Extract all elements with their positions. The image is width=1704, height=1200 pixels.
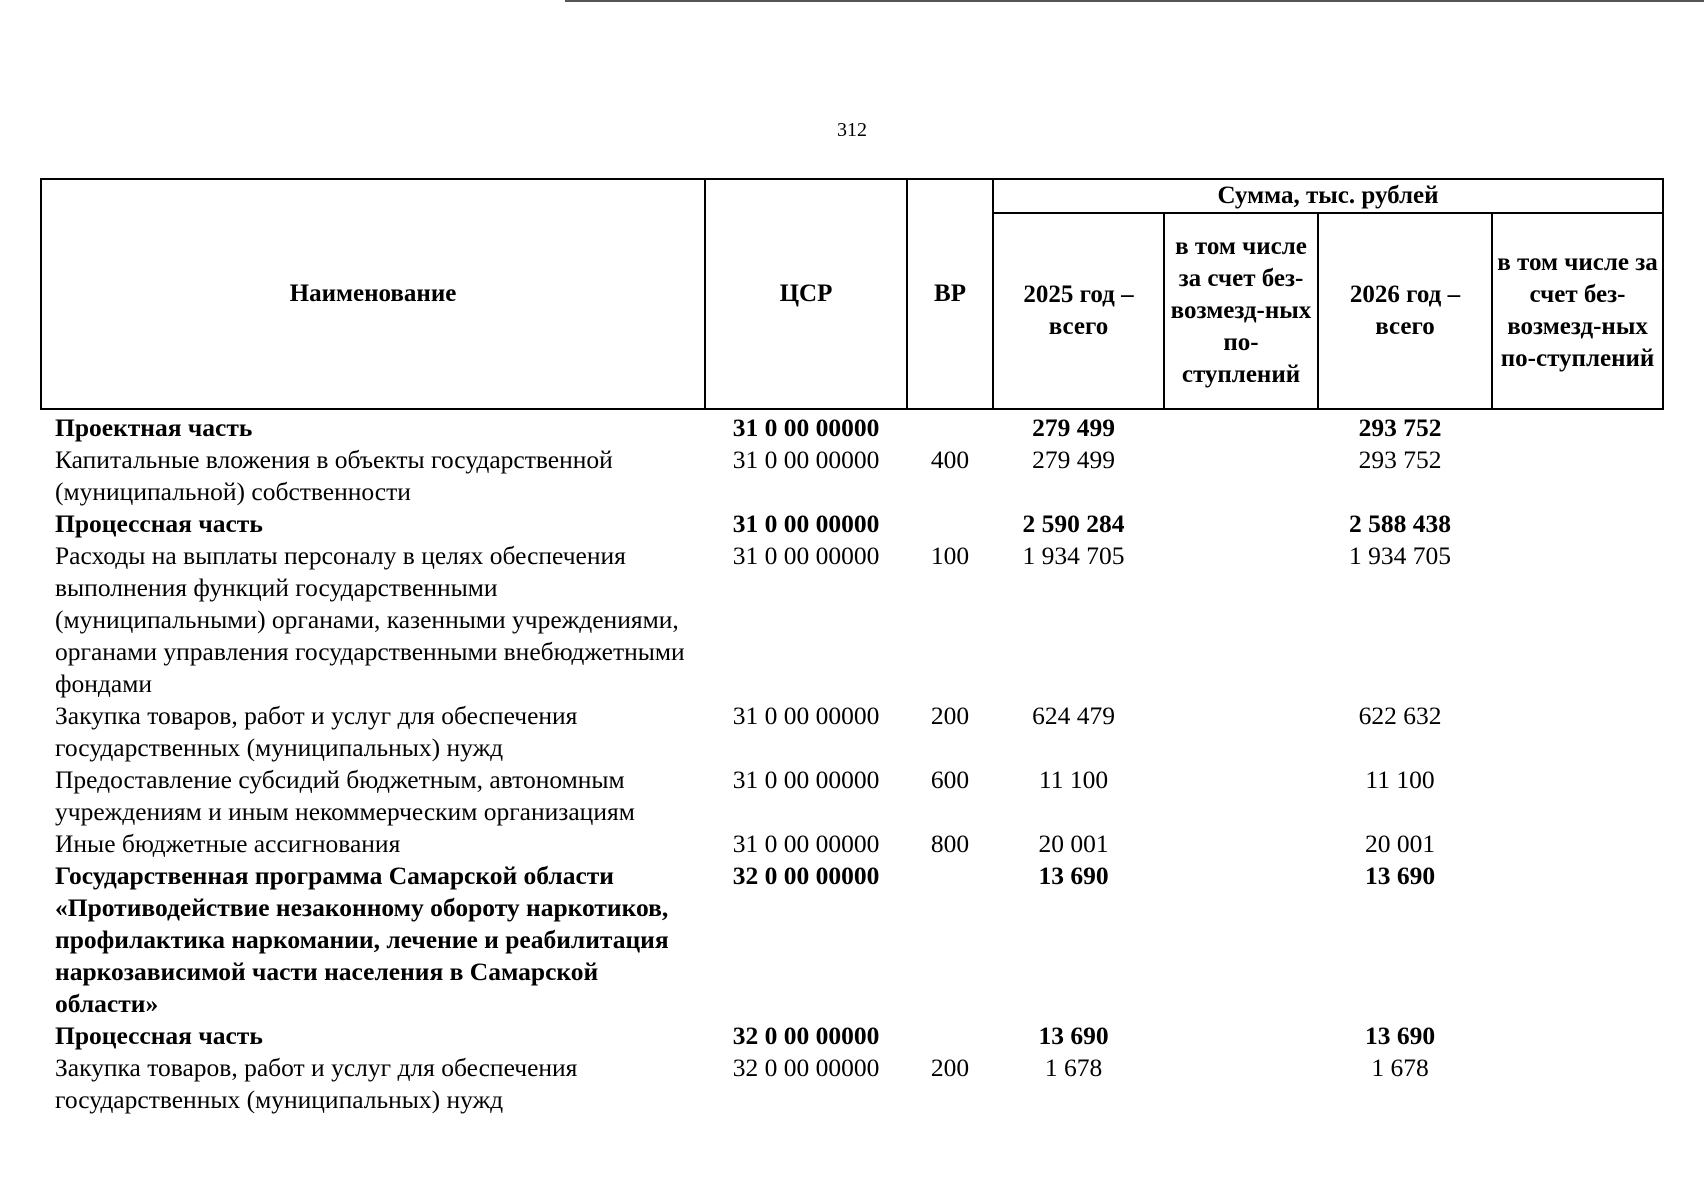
row-csr: 32 0 00 00000 xyxy=(732,861,880,890)
row-name: Капитальные вложения в объекты государственной (муниципальной) собственности xyxy=(55,445,613,506)
table-row xyxy=(41,540,1663,700)
row-name: Закупка товаров, работ и услуг для обеспечения государственных (муниципальных) нужд xyxy=(55,701,578,762)
row-2026-total: 11 100 xyxy=(1365,765,1435,794)
table-row xyxy=(41,860,1663,1020)
row-2026-grant xyxy=(1492,540,1663,700)
row-csr: 31 0 00 00000 xyxy=(732,541,880,570)
row-csr: 31 0 00 00000 xyxy=(732,509,880,538)
table-row xyxy=(41,764,1663,828)
row-csr: 31 0 00 00000 xyxy=(732,701,880,730)
row-2026-grant xyxy=(1492,508,1663,540)
row-name: Государственная программа Самарской области «Противодействие незаконному обороту наркотиков, профилактика наркомании, лечение и реабилитация наркозависимой части населения в Самарской области» xyxy=(55,861,669,1018)
table-row xyxy=(41,508,1663,540)
table-row xyxy=(41,409,1663,444)
row-name: Процессная часть xyxy=(55,1021,263,1050)
table-row xyxy=(41,828,1663,860)
row-2025-grant xyxy=(1164,860,1318,1020)
row-2025-total: 1 678 xyxy=(1044,1053,1103,1082)
row-name: Процессная часть xyxy=(55,509,263,538)
row-2025-total: 279 499 xyxy=(1032,413,1115,442)
row-2026-total: 293 752 xyxy=(1358,413,1442,442)
row-2026-grant xyxy=(1492,828,1663,860)
row-2026-grant xyxy=(1492,764,1663,828)
row-csr: 32 0 00 00000 xyxy=(732,1053,880,1082)
row-2025-grant xyxy=(1164,828,1318,860)
row-2025-total: 2 590 284 xyxy=(1022,509,1125,538)
row-csr: 31 0 00 00000 xyxy=(732,765,880,794)
row-name: Предоставление субсидий бюджетным, автономным учреждениям и иным некоммерческим организациям xyxy=(55,765,635,826)
row-name: Закупка товаров, работ и услуг для обеспечения государственных (муниципальных) нужд xyxy=(55,1053,578,1114)
row-2025-grant xyxy=(1164,764,1318,828)
budget-table xyxy=(40,178,1664,1116)
page-top-border xyxy=(565,0,1704,2)
row-2026-total: 1 934 705 xyxy=(1349,541,1451,570)
row-vr: 100 xyxy=(930,541,970,570)
row-2025-total: 1 934 705 xyxy=(1022,541,1125,570)
row-2026-total: 20 001 xyxy=(1364,829,1436,858)
row-2026-grant xyxy=(1492,700,1663,764)
row-2026-total: 622 632 xyxy=(1358,701,1442,730)
row-name: Проектная часть xyxy=(55,413,253,442)
budget-table-wrapper xyxy=(40,178,1662,1116)
row-2025-total: 13 690 xyxy=(1038,861,1109,890)
row-2026-total: 1 678 xyxy=(1371,1053,1429,1082)
row-vr xyxy=(907,1020,993,1052)
row-vr: 200 xyxy=(930,701,970,730)
table-row xyxy=(41,1020,1663,1052)
table-body xyxy=(41,409,1663,1116)
header-2026-total: 2026 год – всего xyxy=(1318,213,1492,409)
row-2026-total: 293 752 xyxy=(1358,445,1442,474)
header-2026-grant: в том числе за счет без-возмезд-ных по-ступлений xyxy=(1492,213,1663,409)
row-2025-total: 624 479 xyxy=(1032,701,1115,730)
row-2026-total: 13 690 xyxy=(1364,1021,1436,1050)
header-csr: ЦСР xyxy=(705,179,907,409)
row-csr: 31 0 00 00000 xyxy=(732,829,880,858)
row-2025-total: 13 690 xyxy=(1038,1021,1109,1050)
row-name: Иные бюджетные ассигнования xyxy=(55,829,401,858)
row-csr: 32 0 00 00000 xyxy=(732,1021,880,1050)
row-2025-grant xyxy=(1164,1020,1318,1052)
header-vr: ВР xyxy=(907,179,993,409)
row-vr: 400 xyxy=(930,445,970,474)
row-2025-grant xyxy=(1164,700,1318,764)
row-2025-total: 11 100 xyxy=(1038,765,1109,794)
row-csr: 31 0 00 00000 xyxy=(732,445,880,474)
row-2025-grant xyxy=(1164,409,1318,444)
row-2025-grant xyxy=(1164,508,1318,540)
row-2025-grant xyxy=(1164,540,1318,700)
row-2026-total: 2 588 438 xyxy=(1349,509,1451,538)
row-2026-total: 13 690 xyxy=(1364,861,1436,890)
table-header xyxy=(41,179,1663,409)
row-name: Расходы на выплаты персоналу в целях обеспечения выполнения функций государственными (муниципальными) органами, казенными учреждениями, органами управления государственными внебюджетными фондами xyxy=(55,541,685,698)
row-2026-grant xyxy=(1492,1052,1663,1116)
row-vr xyxy=(907,508,993,540)
table-row xyxy=(41,444,1663,508)
row-vr: 200 xyxy=(930,1053,970,1082)
row-2026-grant xyxy=(1492,860,1663,1020)
row-2025-grant xyxy=(1164,1052,1318,1116)
table-row xyxy=(41,1052,1663,1116)
header-2025-grant: в том числе за счет без-возмезд-ных по-ступлений xyxy=(1164,213,1318,409)
row-vr: 800 xyxy=(930,829,970,858)
page-number: 312 xyxy=(837,119,867,141)
row-2025-total: 279 499 xyxy=(1032,445,1115,474)
header-2025-total: 2025 год – всего xyxy=(993,213,1164,409)
row-2026-grant xyxy=(1492,409,1663,444)
row-csr: 31 0 00 00000 xyxy=(732,413,880,442)
row-2026-grant xyxy=(1492,444,1663,508)
row-2025-total: 20 001 xyxy=(1038,829,1109,858)
row-vr xyxy=(907,409,993,444)
header-sum: Сумма, тыс. рублей xyxy=(993,179,1663,213)
row-vr: 600 xyxy=(930,765,970,794)
row-vr xyxy=(907,860,993,1020)
header-name: Наименование xyxy=(41,179,705,409)
table-row xyxy=(41,700,1663,764)
row-2025-grant xyxy=(1164,444,1318,508)
row-2026-grant xyxy=(1492,1020,1663,1052)
